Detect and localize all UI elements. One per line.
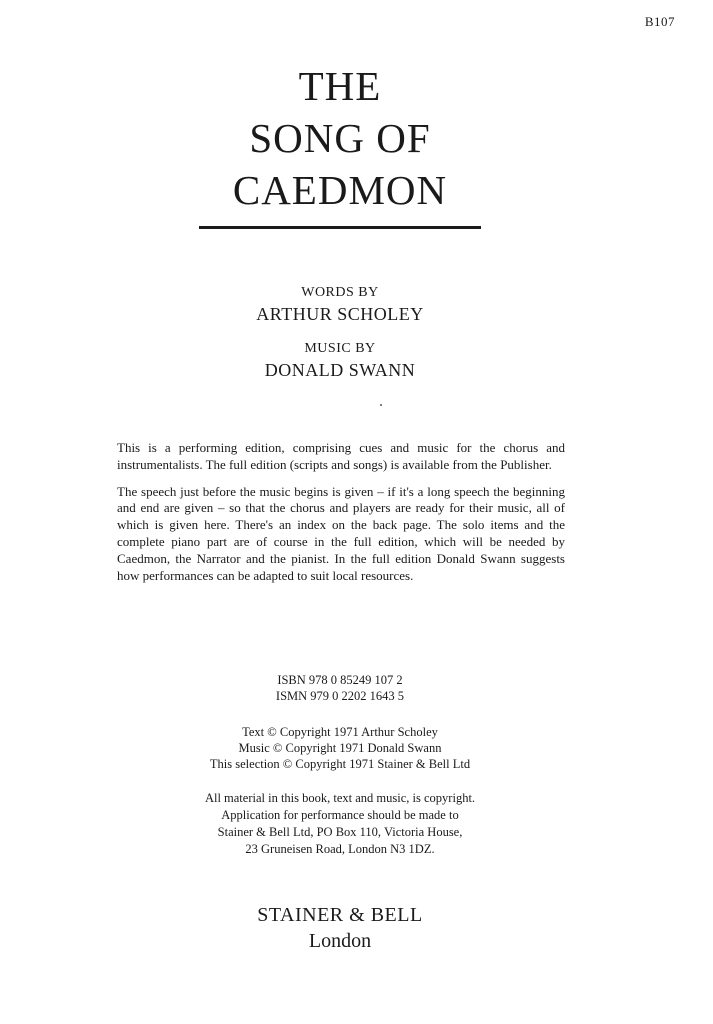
intro-paragraph-1: This is a performing edition, comprising cues and music for the chorus and instrumentalists. The full edition (scripts and songs) is available from the Publisher. xyxy=(117,440,565,472)
publisher-name: STAINER & BELL xyxy=(257,904,423,926)
intro-paragraph-2: The speech just before the music begins is given – if it's a long speech the beginning and end are given – so that the chorus and players are ready for their music, all of which is given here. There's an index on the back page. The solo items and the complete piano part are of course in the full edition, which will be needed by Caedmon, the Narrator and the pianist. In the full edition Donald Swann suggests how performances can be adapted to suit local resources. xyxy=(117,483,565,583)
music-by-label: MUSIC BY xyxy=(304,341,376,356)
credits-block xyxy=(190,284,490,382)
publisher-block xyxy=(200,902,480,954)
copyright-selection: This selection © Copyright 1971 Stainer & Bell Ltd xyxy=(209,757,471,771)
rights-notice xyxy=(160,790,520,858)
rights-line-1: All material in this book, text and music, is copyright. xyxy=(204,791,476,805)
isbn-number: ISBN 978 0 85249 107 2 xyxy=(277,673,403,687)
intro-text xyxy=(117,440,565,594)
title-line-2: SONG OF xyxy=(249,115,431,161)
identifiers-block xyxy=(200,672,480,704)
ismn-number: ISMN 979 0 2202 1643 5 xyxy=(275,689,405,703)
words-author: ARTHUR SCHOLEY xyxy=(256,304,424,324)
title-line-3: CAEDMON xyxy=(232,167,448,213)
copyright-text: Text © Copyright 1971 Arthur Scholey xyxy=(242,725,438,739)
copyright-block xyxy=(160,724,520,772)
catalogue-code: B107 xyxy=(644,14,675,29)
words-by-label: WORDS BY xyxy=(301,285,379,300)
music-author: DONALD SWANN xyxy=(264,360,416,380)
stray-mark xyxy=(380,404,382,406)
title-line-1: THE xyxy=(298,63,382,109)
publisher-city: London xyxy=(308,930,372,952)
rights-line-2: Application for performance should be made to xyxy=(221,808,459,822)
work-title xyxy=(170,60,510,216)
rights-line-3: Stainer & Bell Ltd, PO Box 110, Victoria House, xyxy=(217,825,463,839)
title-underline-rule xyxy=(199,226,481,229)
copyright-music: Music © Copyright 1971 Donald Swann xyxy=(238,741,442,755)
rights-line-4: 23 Gruneisen Road, London N3 1DZ. xyxy=(245,842,435,856)
